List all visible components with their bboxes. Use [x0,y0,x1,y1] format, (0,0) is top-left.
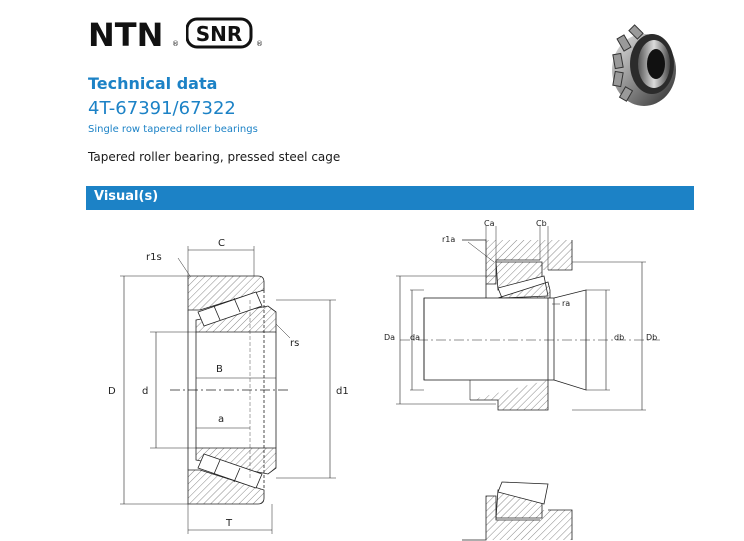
bearing-description: Tapered roller bearing, pressed steel cage [88,150,341,164]
label-C: C [218,238,225,249]
label-a: a [218,414,225,425]
snr-logo-text: SNR [195,22,243,46]
label-db: db [614,333,625,342]
bearing-section-drawing [120,246,336,534]
ntn-registered-mark: ® [172,40,179,48]
bearing-reference: 4T-67391/67322 [88,98,236,119]
visuals-section-label: Visual(s) [94,189,159,204]
label-d1: d1 [336,386,349,397]
label-da: da [410,333,420,342]
label-Cb: Cb [536,219,547,228]
label-d: d [142,386,149,397]
label-T: T [226,518,233,529]
shaft [424,298,554,380]
label-r1s: r1s [146,252,162,263]
label-B: B [216,364,223,375]
label-Db: Db [646,333,658,342]
label-D: D [108,386,116,397]
label-Da: Da [384,333,396,342]
snr-registered-mark: ® [256,40,263,48]
label-r1a: r1a [442,235,456,244]
label-rs: rs [290,338,300,349]
bearing-type-subtitle: Single row tapered roller bearings [88,124,258,135]
label-ra: ra [562,299,571,308]
mounting-drawing [396,226,660,540]
technical-data-heading: Technical data [88,74,218,93]
ntn-logo: NTN [88,16,164,54]
label-Ca: Ca [484,219,495,228]
